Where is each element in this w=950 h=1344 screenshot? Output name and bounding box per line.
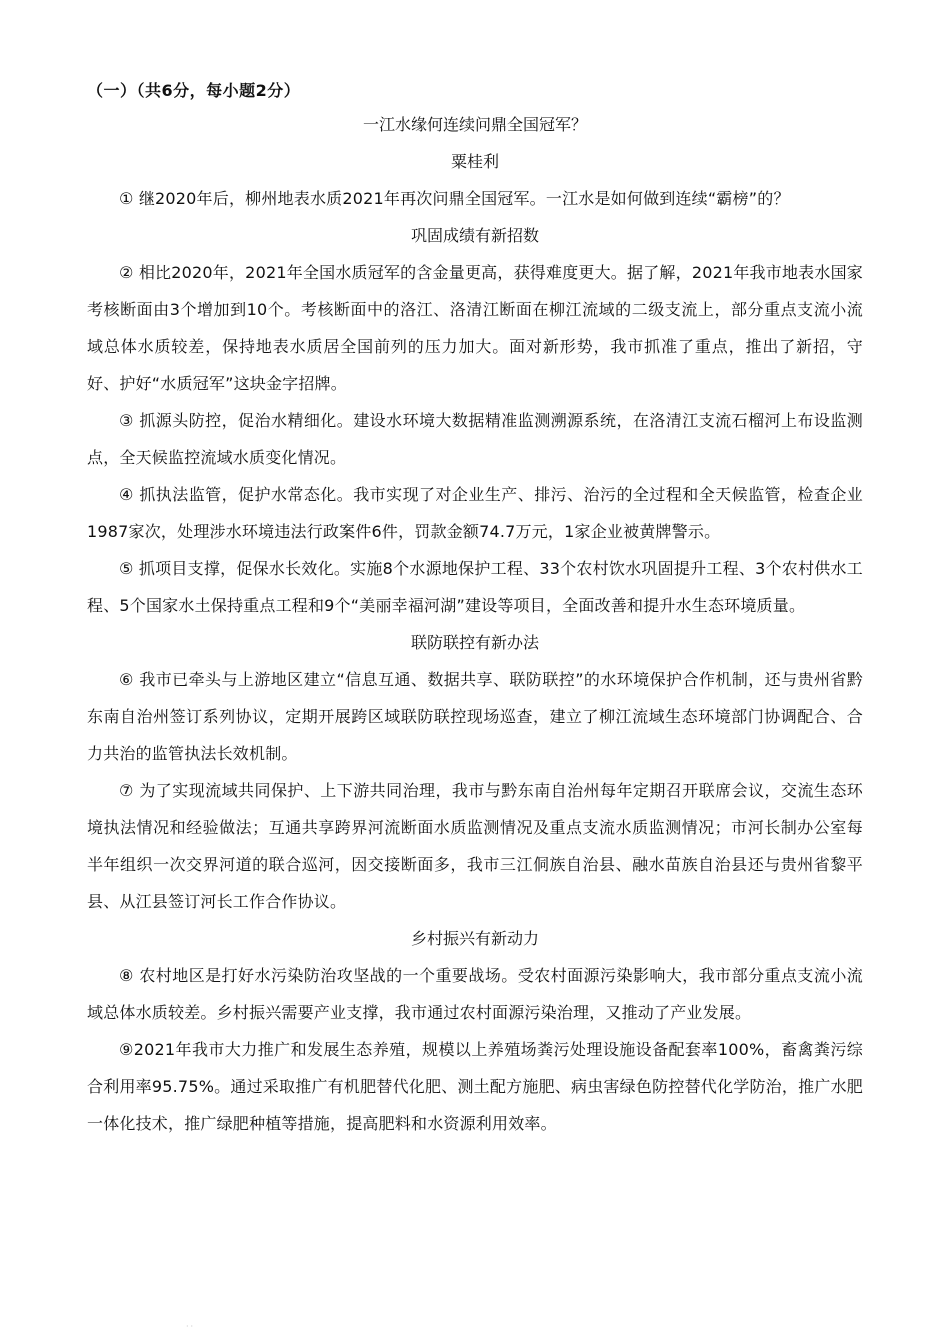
paragraph-9: ⑨2021年我市大力推广和发展生态养殖，规模以上养殖场粪污处理设施设备配套率100%，畜禽粪污综合利用率95.75%。通过采取推广有机肥替代化肥、测土配方施肥、病虫害绿色防控替代化学防治，推广水肥一体化技术，推广绿肥种植等措施，提高肥料和水资源利用效率。	[87, 1040, 863, 1133]
paragraph-1: ① 继2020年后，柳州地表水质2021年再次问鼎全国冠军。一江水是如何做到连续“霸榜”的？	[119, 189, 790, 208]
article-author: 粟桂利	[450, 152, 499, 171]
article-title: 一江水缘何连续问鼎全国冠军？	[362, 115, 587, 134]
paragraph-3: ③ 抓源头防控，促治水精细化。建设水环境大数据精准监测溯源系统，在洛清江支流石榴河上布设监测点，全天候监控流域水质变化情况。	[87, 411, 863, 467]
subsection-title-1: 巩固成绩有新招数	[410, 226, 539, 245]
paragraph-5: ⑤ 抓项目支撑，促保水长效化。实施8个水源地保护工程、33个农村饮水巩固提升工程、3个农村供水工程、5个国家水土保持重点工程和9个“美丽幸福河湖”建设等项目，全面改善和提升水生态环境质量。	[87, 559, 863, 615]
paragraph-4: ④ 抓执法监管，促护水常态化。我市实现了对企业生产、排污、治污的全过程和全天候监管，检查企业1987家次，处理涉水环境违法行政案件6件，罚款金额74.7万元，1家企业被黄牌警示。	[87, 485, 863, 541]
paragraph-6: ⑥ 我市已牵头与上游地区建立“信息互通、数据共享、联防联控”的水环境保护合作机制，还与贵州省黔东南自治州签订系列协议，定期开展跨区域联防联控现场巡查，建立了柳江流域生态环境部门协调配合、合力共治的监管执法长效机制。	[87, 670, 863, 763]
subsection-title-2: 联防联控有新办法	[410, 633, 539, 652]
paragraph-7: ⑦ 为了实现流域共同保护、上下游共同治理，我市与黔东南自治州每年定期召开联席会议，交流生态环境执法情况和经验做法；互通共享跨界河流断面水质监测情况及重点支流水质监测情况；市河长制办公室每半年组织一次交界河道的联合巡河，因交接断面多，我市三江侗族自治县、融水苗族自治县还与贵州省黎平县、从江县签订河长工作合作协议。	[87, 781, 863, 911]
subsection-title-3: 乡村振兴有新动力	[410, 929, 539, 948]
document-page	[87, 78, 863, 1142]
paragraph-8: ⑧ 农村地区是打好水污染防治攻坚战的一个重要战场。受农村面源污染影响大，我市部分重点支流小流域总体水质较差。乡村振兴需要产业支撑，我市通过农村面源污染治理，又推动了产业发展。	[87, 966, 863, 1022]
section-header: （一）（共6分，每小题2分）	[87, 81, 301, 100]
footer-mark: ··	[186, 1322, 196, 1331]
paragraph-2: ② 相比2020年，2021年全国水质冠军的含金量更高，获得难度更大。据了解，2021年我市地表水国家考核断面由3个增加到10个。考核断面中的洛江、洛清江断面在柳江流域的二级支流上，部分重点支流小流域总体水质较差，保持地表水质居全国前列的压力加大。面对新形势，我市抓准了重点，推出了新招，守好、护好“水质冠军”这块金字招牌。	[87, 263, 863, 393]
